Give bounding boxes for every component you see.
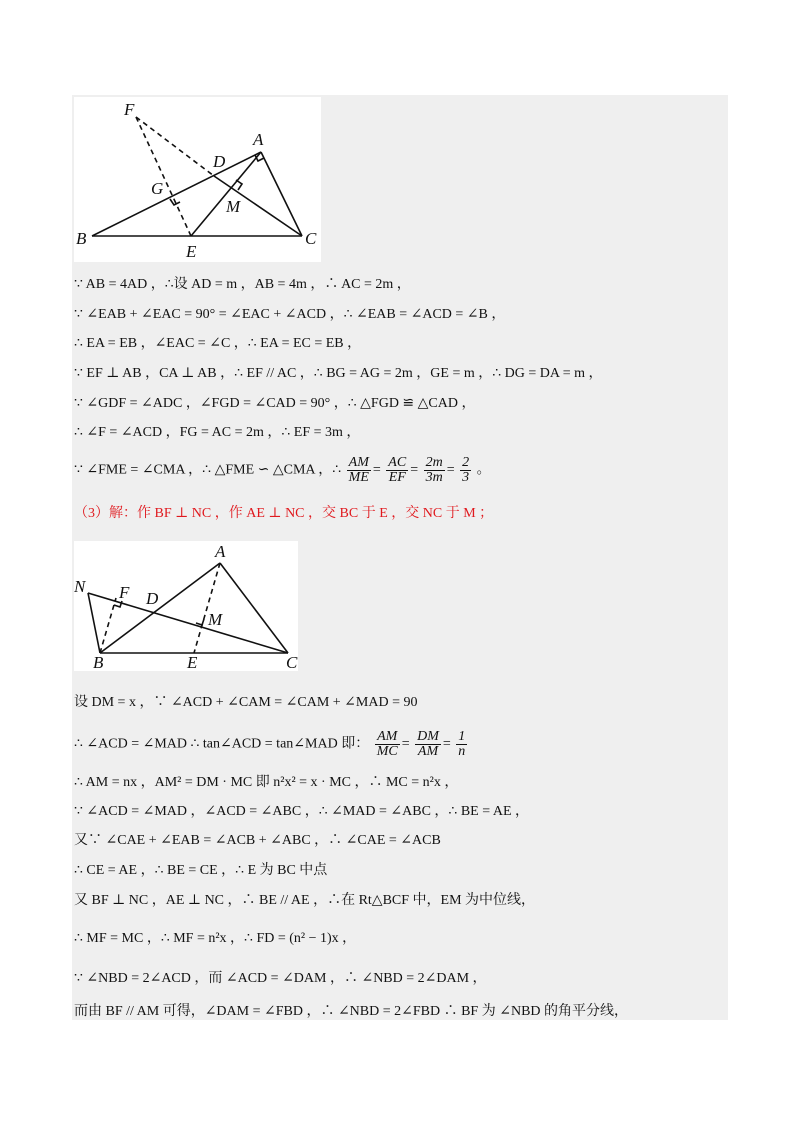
label-d: D [213,152,226,171]
segment-nb [88,593,100,653]
segment-ba [92,152,261,236]
segment-nc [88,593,288,653]
solution-line-12: ∵ ∠ACD = ∠MAD ，∠ACD = ∠ABC ，∴ ∠MAD = ∠ABC ，∴ BE = AE ， [74,804,529,819]
solution-line-11: ∴ AM = nx ，AM² = DM · MC 即 n²x² = x · MC ，∴ MC = n²x ， [74,775,459,790]
line-10-prefix: ∴ ∠ACD = ∠MAD ∴ tan∠ACD = tan∠MAD 即： [74,736,370,752]
fraction-am-me: $\frac{AM}{ME}$ [348,455,369,485]
figure-1-svg [74,97,321,262]
label-a: A [215,542,226,561]
label-e: E [186,242,197,261]
geometry-figure-1 [74,97,321,262]
line-7-prefix: ∵ ∠FME = ∠CMA ，∴ △FME ∽ △CMA ，∴ [74,462,342,478]
fraction-ac-ef: $\frac{AC}{EF}$ [388,455,407,485]
segment-ac [261,152,302,236]
solution-line-18: 而由 BF // AM 可得，∠DAM = ∠FBD ，∴ ∠NBD = 2∠FBD ∴ BF 为 ∠NBD 的角平分线， [74,1004,629,1019]
label-f: F [124,100,135,119]
label-m: M [226,197,241,216]
solution-line-16: ∴ MF = MC ，∴ MF = n²x ，∴ FD = (n² − 1)x ， [74,931,357,946]
right-angle-m [196,619,204,625]
right-angle-m [236,180,242,190]
label-g: G [151,179,164,198]
figure-2-svg [74,541,298,671]
label-c: C [286,653,298,671]
segment-ae-dashed [194,563,220,653]
fraction-1-n: $\frac{1}{n}$ [458,729,466,759]
solution-line-8: （3）解：作 BF ⊥ NC ，作 AE ⊥ NC ，交 BC 于 E ，交 NC 于 M ； [74,506,494,521]
segment-bf-dashed [100,598,116,653]
label-m: M [208,610,223,629]
solution-line-14: ∴ CE = AE ，∴ BE = CE ，∴ E 为 BC 中点 [74,863,328,878]
label-a: A [253,130,264,149]
segment-ac [220,563,288,653]
label-c: C [305,229,317,248]
solution-line-13: 又∵ ∠CAE + ∠EAB = ∠ACB + ∠ABC ，∴ ∠CAE = ∠ACB [74,833,441,848]
solution-line-2: ∵ ∠EAB + ∠EAC = 90° = ∠EAC + ∠ACD ，∴ ∠EAB = ∠ACD = ∠B ， [74,307,506,322]
geometry-figure-2 [74,541,298,671]
label-b: B [93,653,104,671]
label-n: N [74,577,86,596]
segment-ba [100,563,220,653]
segment-fd-dashed [136,117,214,176]
segment-ea [191,152,261,236]
label-b: B [76,229,87,248]
solution-line-6: ∴ ∠F = ∠ACD ，FG = AC = 2m ，∴ EF = 3m ， [74,425,361,440]
label-f: F [119,583,130,602]
solution-line-9: 设 DM = x ，∵ ∠ACD + ∠CAM = ∠CAM + ∠MAD = 90 [74,695,418,710]
solution-line-15: 又 BF ⊥ NC ，AE ⊥ NC ，∴ BE // AE ，∴在 Rt△BCF 中，EM 为中位线， [74,893,536,908]
fraction-2-3: $\frac{2}{3}$ [462,455,470,485]
solution-line-5: ∵ ∠GDF = ∠ADC ，∠FGD = ∠CAD = 90° ，∴ △FGD ≌ △CAD ， [74,396,476,411]
fraction-2m-3m: $\frac{2m}{3m}$ [425,455,443,485]
label-d: D [146,589,159,608]
fraction-am-mc: $\frac{AM}{MC}$ [376,729,398,759]
segment-fe-dashed [136,117,191,236]
label-e: E [187,653,198,671]
fraction-dm-am: $\frac{DM}{AM}$ [417,729,439,759]
solution-line-1: ∵ AB = 4AD ，∴设 AD = m ，AB = 4m ，∴ AC = 2m ， [74,277,411,292]
solution-line-7: ∵ ∠FME = ∠CMA ，∴ △FME ∽ △CMA ，∴ $\frac{AM}{ME}$ = $\frac{AC}{EF}$ = $\frac{2m}{3m}$ = $\frac{2}{3}$ 。 [74,455,491,485]
solution-line-3: ∴ EA = EB ，∠EAC = ∠C ，∴ EA = EC = EB ， [74,336,362,351]
solution-line-17: ∵ ∠NBD = 2∠ACD ，而 ∠ACD = ∠DAM ，∴ ∠NBD = 2∠DAM ， [74,971,487,986]
solution-line-4: ∵ EF ⊥ AB ，CA ⊥ AB ，∴ EF // AC ，∴ BG = AG = 2m ，GE = m ，∴ DG = DA = m ， [74,366,603,381]
solution-line-10: ∴ ∠ACD = ∠MAD ∴ tan∠ACD = tan∠MAD 即： $\frac{AM}{MC}$ = $\frac{DM}{AM}$ = $\frac{1}{n}$ [74,729,466,759]
